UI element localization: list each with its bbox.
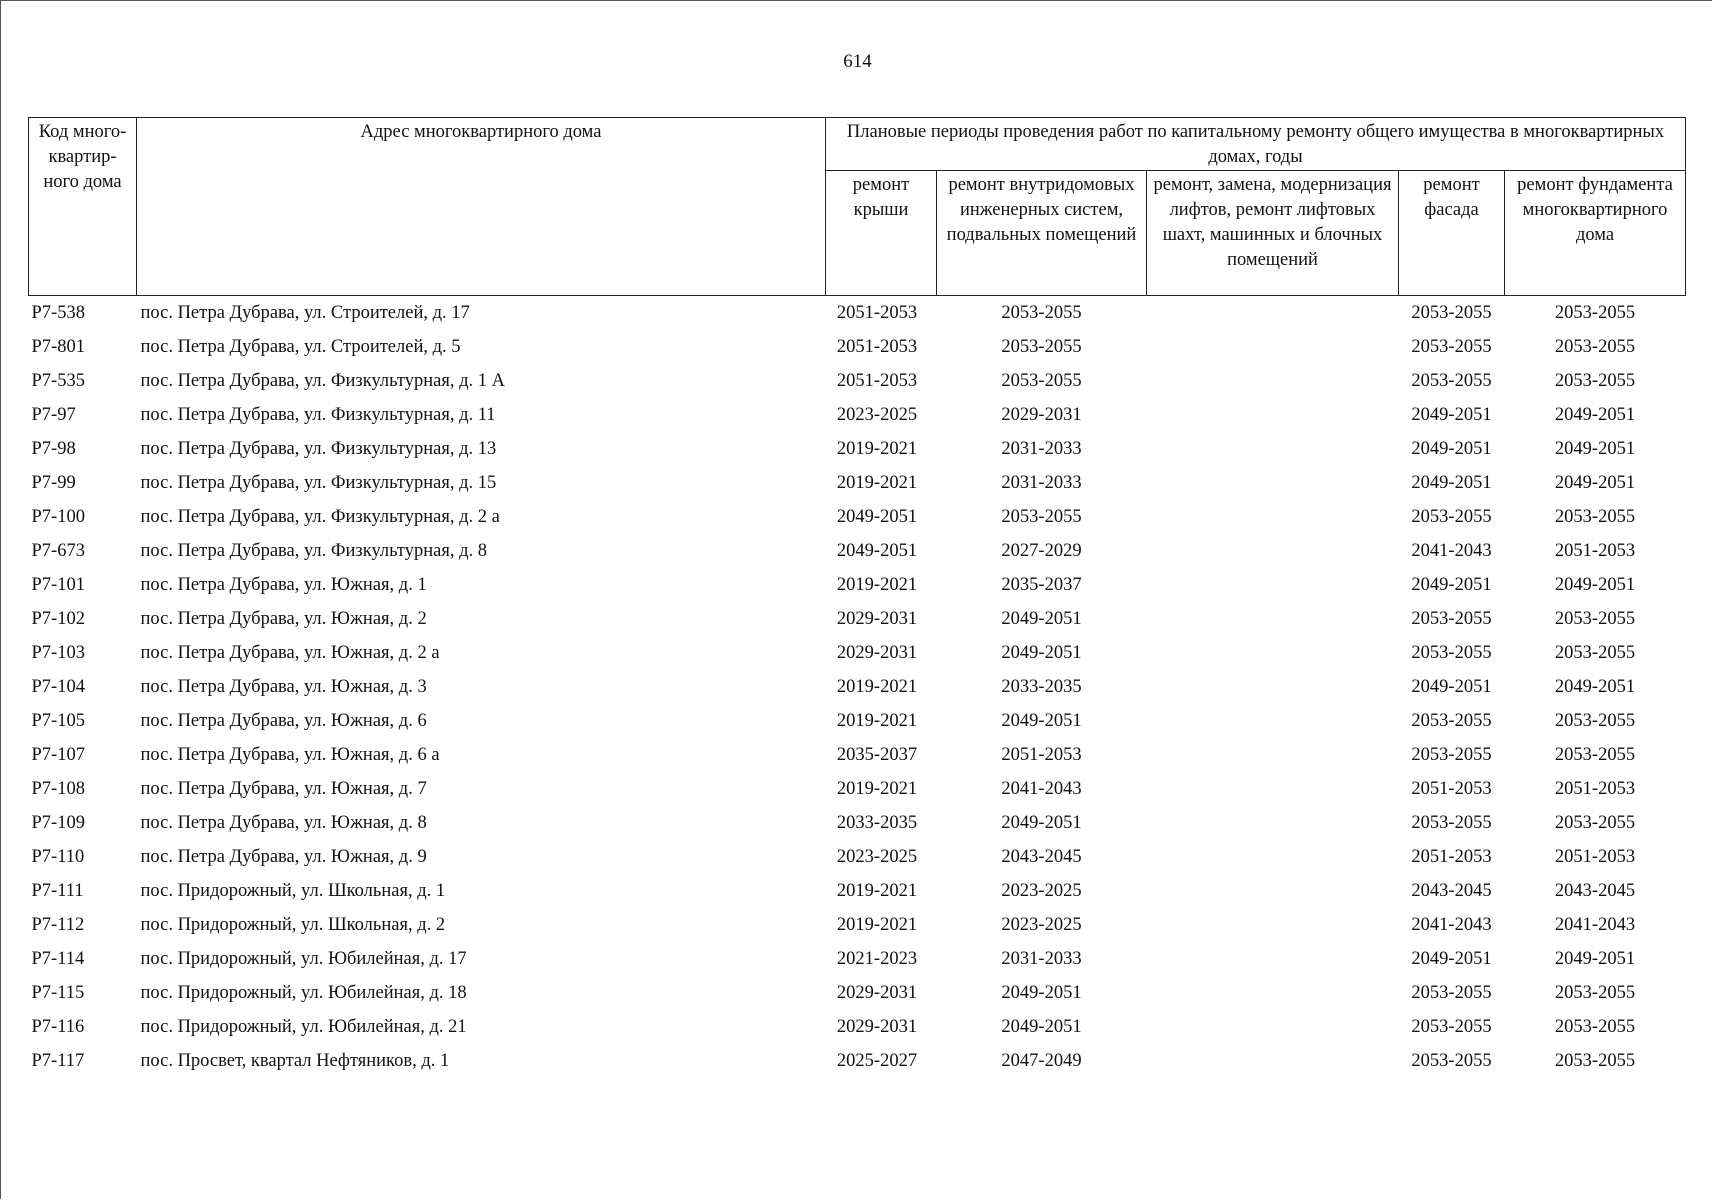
facade-repair-period-cell: 2049-2051 [1411, 574, 1492, 595]
roof-repair-period-cell: 2029-2031 [836, 642, 918, 663]
facade-repair-period-cell: 2049-2051 [1411, 472, 1492, 493]
address-cell: пос. Петра Дубрава, ул. Южная, д. 6 [140, 710, 427, 731]
engineering-repair-period-cell: 2053-2055 [1001, 506, 1082, 527]
table-row [29, 908, 1686, 942]
building-code-cell: Р7-109 [31, 812, 85, 833]
engineering-repair-period-cell: 2023-2025 [1001, 914, 1082, 935]
table-row [29, 1010, 1686, 1044]
foundation-repair-period-cell: 2041-2043 [1554, 914, 1636, 935]
building-code-cell: Р7-97 [31, 404, 76, 425]
foundation-repair-period-cell: 2043-2045 [1554, 880, 1636, 901]
lift-repair-period-cell [1147, 704, 1399, 738]
address-cell: пос. Петра Дубрава, ул. Южная, д. 9 [140, 846, 427, 867]
table-row [29, 330, 1686, 364]
foundation-repair-period-cell: 2051-2053 [1554, 540, 1636, 561]
table-row [29, 840, 1686, 874]
table-row [29, 364, 1686, 398]
facade-repair-period-cell: 2053-2055 [1411, 982, 1492, 1003]
building-code-cell: Р7-98 [31, 438, 76, 459]
table-row [29, 534, 1686, 568]
engineering-repair-period-cell: 2047-2049 [1001, 1050, 1082, 1071]
building-code-cell: Р7-102 [31, 608, 85, 629]
lift-repair-period-cell [1147, 636, 1399, 670]
address-cell: пос. Петра Дубрава, ул. Строителей, д. 5 [140, 336, 461, 357]
foundation-repair-period-cell: 2049-2051 [1554, 438, 1636, 459]
engineering-repair-period-cell: 2029-2031 [1001, 404, 1082, 425]
foundation-repair-period-cell: 2053-2055 [1554, 302, 1636, 323]
table-row [29, 942, 1686, 976]
facade-repair-period-cell: 2043-2045 [1411, 880, 1492, 901]
roof-repair-period-cell: 2023-2025 [836, 846, 918, 867]
table-row [29, 500, 1686, 534]
foundation-repair-period-cell: 2053-2055 [1554, 370, 1636, 391]
roof-repair-period-cell: 2019-2021 [836, 880, 918, 901]
roof-repair-period-cell: 2019-2021 [836, 472, 918, 493]
table-row [29, 296, 1686, 331]
table-row [29, 602, 1686, 636]
foundation-repair-period-cell: 2053-2055 [1554, 1050, 1636, 1071]
foundation-repair-period-cell: 2053-2055 [1554, 744, 1636, 765]
foundation-repair-period-cell: 2051-2053 [1554, 778, 1636, 799]
roof-repair-period-cell: 2029-2031 [836, 982, 918, 1003]
header-roof-repair: ремонт крыши [826, 171, 937, 296]
roof-repair-period-cell: 2029-2031 [836, 608, 918, 629]
facade-repair-period-cell: 2041-2043 [1411, 914, 1492, 935]
roof-repair-period-cell: 2051-2053 [836, 370, 918, 391]
header-facade-repair: ремонт фасада [1399, 171, 1505, 296]
roof-repair-period-cell: 2019-2021 [836, 778, 918, 799]
building-code-cell: Р7-110 [31, 846, 85, 867]
foundation-repair-period-cell: 2053-2055 [1554, 608, 1636, 629]
engineering-repair-period-cell: 2049-2051 [1001, 710, 1082, 731]
foundation-repair-period-cell: 2049-2051 [1554, 404, 1636, 425]
address-cell: пос. Петра Дубрава, ул. Физкультурная, д. 11 [140, 404, 496, 425]
header-foundation-repair: ремонт фундамента многоквартирного дома [1505, 171, 1686, 296]
facade-repair-period-cell: 2053-2055 [1411, 812, 1492, 833]
engineering-repair-period-cell: 2027-2029 [1001, 540, 1082, 561]
roof-repair-period-cell: 2051-2053 [836, 302, 918, 323]
engineering-repair-period-cell: 2053-2055 [1001, 336, 1082, 357]
table-row [29, 466, 1686, 500]
roof-repair-period-cell: 2051-2053 [836, 336, 918, 357]
table-row [29, 738, 1686, 772]
lift-repair-period-cell [1147, 500, 1399, 534]
engineering-repair-period-cell: 2049-2051 [1001, 1016, 1082, 1037]
building-code-cell: Р7-116 [31, 1016, 85, 1037]
building-code-cell: Р7-111 [31, 880, 84, 901]
facade-repair-period-cell: 2053-2055 [1411, 1050, 1492, 1071]
engineering-repair-period-cell: 2049-2051 [1001, 812, 1082, 833]
roof-repair-period-cell: 2019-2021 [836, 574, 918, 595]
building-code-cell: Р7-115 [31, 982, 85, 1003]
building-code-cell: Р7-117 [31, 1050, 85, 1071]
lift-repair-period-cell [1147, 602, 1399, 636]
table-row [29, 1044, 1686, 1078]
engineering-repair-period-cell: 2031-2033 [1001, 472, 1082, 493]
table-row [29, 806, 1686, 840]
header-engineering-repair: ремонт внутридомовых инженерных систем, подвальных помещений [937, 171, 1147, 296]
facade-repair-period-cell: 2053-2055 [1411, 710, 1492, 731]
lift-repair-period-cell [1147, 1010, 1399, 1044]
table-row [29, 636, 1686, 670]
table-row [29, 670, 1686, 704]
table-row [29, 704, 1686, 738]
facade-repair-period-cell: 2053-2055 [1411, 642, 1492, 663]
building-code-cell: Р7-108 [31, 778, 85, 799]
address-cell: пос. Петра Дубрава, ул. Физкультурная, д. 8 [140, 540, 487, 561]
table-body [29, 296, 1686, 1079]
facade-repair-period-cell: 2049-2051 [1411, 676, 1492, 697]
engineering-repair-period-cell: 2049-2051 [1001, 642, 1082, 663]
lift-repair-period-cell [1147, 1044, 1399, 1078]
facade-repair-period-cell: 2053-2055 [1411, 608, 1492, 629]
engineering-repair-period-cell: 2043-2045 [1001, 846, 1082, 867]
address-cell: пос. Петра Дубрава, ул. Южная, д. 8 [140, 812, 427, 833]
facade-repair-period-cell: 2041-2043 [1411, 540, 1492, 561]
address-cell: пос. Петра Дубрава, ул. Южная, д. 6 а [140, 744, 440, 765]
foundation-repair-period-cell: 2049-2051 [1554, 948, 1636, 969]
foundation-repair-period-cell: 2053-2055 [1554, 1016, 1636, 1037]
address-cell: пос. Придорожный, ул. Юбилейная, д. 17 [140, 948, 467, 969]
building-code-cell: Р7-112 [31, 914, 85, 935]
foundation-repair-period-cell: 2049-2051 [1554, 472, 1636, 493]
engineering-repair-period-cell: 2031-2033 [1001, 948, 1082, 969]
engineering-repair-period-cell: 2053-2055 [1001, 302, 1082, 323]
roof-repair-period-cell: 2049-2051 [836, 506, 918, 527]
facade-repair-period-cell: 2053-2055 [1411, 1016, 1492, 1037]
lift-repair-period-cell [1147, 806, 1399, 840]
address-cell: пос. Петра Дубрава, ул. Южная, д. 2 [140, 608, 427, 629]
table-row [29, 874, 1686, 908]
table-row [29, 772, 1686, 806]
address-cell: пос. Петра Дубрава, ул. Физкультурная, д. 1 А [140, 370, 505, 391]
address-cell: пос. Придорожный, ул. Юбилейная, д. 21 [140, 1016, 467, 1037]
lift-repair-period-cell [1147, 568, 1399, 602]
lift-repair-period-cell [1147, 738, 1399, 772]
foundation-repair-period-cell: 2053-2055 [1554, 812, 1636, 833]
address-cell: пос. Петра Дубрава, ул. Физкультурная, д. 15 [140, 472, 497, 493]
facade-repair-period-cell: 2053-2055 [1411, 302, 1492, 323]
engineering-repair-period-cell: 2033-2035 [1001, 676, 1082, 697]
foundation-repair-period-cell: 2053-2055 [1554, 506, 1636, 527]
page-number: 614 [843, 51, 872, 72]
table-header [29, 118, 1686, 296]
facade-repair-period-cell: 2049-2051 [1411, 438, 1492, 459]
lift-repair-period-cell [1147, 534, 1399, 568]
address-cell: пос. Придорожный, ул. Школьная, д. 1 [140, 880, 446, 901]
foundation-repair-period-cell: 2051-2053 [1554, 846, 1636, 867]
foundation-repair-period-cell: 2049-2051 [1554, 676, 1636, 697]
lift-repair-period-cell [1147, 296, 1399, 331]
facade-repair-period-cell: 2049-2051 [1411, 948, 1492, 969]
engineering-repair-period-cell: 2035-2037 [1001, 574, 1082, 595]
facade-repair-period-cell: 2053-2055 [1411, 370, 1492, 391]
lift-repair-period-cell [1147, 840, 1399, 874]
roof-repair-period-cell: 2033-2035 [836, 812, 918, 833]
building-code-cell: Р7-101 [31, 574, 85, 595]
lift-repair-period-cell [1147, 772, 1399, 806]
building-code-cell: Р7-99 [31, 472, 76, 493]
foundation-repair-period-cell: 2053-2055 [1554, 982, 1636, 1003]
address-cell: пос. Придорожный, ул. Школьная, д. 2 [140, 914, 446, 935]
lift-repair-period-cell [1147, 466, 1399, 500]
building-code-cell: Р7-114 [31, 948, 85, 969]
building-code-cell: Р7-107 [31, 744, 85, 765]
facade-repair-period-cell: 2053-2055 [1411, 506, 1492, 527]
building-code-cell: Р7-100 [31, 506, 85, 527]
roof-repair-period-cell: 2021-2023 [836, 948, 918, 969]
building-code-cell: Р7-535 [31, 370, 85, 391]
address-cell: пос. Петра Дубрава, ул. Южная, д. 7 [140, 778, 427, 799]
lift-repair-period-cell [1147, 330, 1399, 364]
lift-repair-period-cell [1147, 908, 1399, 942]
engineering-repair-period-cell: 2049-2051 [1001, 982, 1082, 1003]
address-cell: пос. Петра Дубрава, ул. Южная, д. 2 а [140, 642, 440, 663]
table-row [29, 432, 1686, 466]
foundation-repair-period-cell: 2053-2055 [1554, 336, 1636, 357]
facade-repair-period-cell: 2053-2055 [1411, 336, 1492, 357]
lift-repair-period-cell [1147, 976, 1399, 1010]
facade-repair-period-cell: 2049-2051 [1411, 404, 1492, 425]
roof-repair-period-cell: 2019-2021 [836, 914, 918, 935]
lift-repair-period-cell [1147, 432, 1399, 466]
table-row [29, 568, 1686, 602]
address-cell: пос. Петра Дубрава, ул. Физкультурная, д. 13 [140, 438, 497, 459]
roof-repair-period-cell: 2029-2031 [836, 1016, 918, 1037]
engineering-repair-period-cell: 2051-2053 [1001, 744, 1082, 765]
roof-repair-period-cell: 2019-2021 [836, 438, 918, 459]
building-code-cell: Р7-538 [31, 302, 85, 323]
roof-repair-period-cell: 2049-2051 [836, 540, 918, 561]
header-building-code: Код много-квартир-ного дома [29, 118, 137, 296]
foundation-repair-period-cell: 2049-2051 [1554, 574, 1636, 595]
foundation-repair-period-cell: 2053-2055 [1554, 642, 1636, 663]
facade-repair-period-cell: 2051-2053 [1411, 778, 1492, 799]
roof-repair-period-cell: 2019-2021 [836, 676, 918, 697]
lift-repair-period-cell [1147, 398, 1399, 432]
table-row [29, 398, 1686, 432]
engineering-repair-period-cell: 2023-2025 [1001, 880, 1082, 901]
facade-repair-period-cell: 2051-2053 [1411, 846, 1492, 867]
lift-repair-period-cell [1147, 364, 1399, 398]
building-code-cell: Р7-673 [31, 540, 85, 561]
header-planned-periods: Плановые периоды проведения работ по капитальному ремонту общего имущества в многоквартирных домах, годы [826, 118, 1686, 171]
roof-repair-period-cell: 2023-2025 [836, 404, 918, 425]
table-row [29, 976, 1686, 1010]
lift-repair-period-cell [1147, 942, 1399, 976]
header-row-top [29, 118, 1686, 171]
engineering-repair-period-cell: 2031-2033 [1001, 438, 1082, 459]
address-cell: пос. Петра Дубрава, ул. Строителей, д. 17 [140, 302, 470, 323]
engineering-repair-period-cell: 2041-2043 [1001, 778, 1082, 799]
roof-repair-period-cell: 2035-2037 [836, 744, 918, 765]
address-cell: пос. Петра Дубрава, ул. Физкультурная, д. 2 а [140, 506, 500, 527]
building-code-cell: Р7-103 [31, 642, 85, 663]
address-cell: пос. Придорожный, ул. Юбилейная, д. 18 [140, 982, 467, 1003]
engineering-repair-period-cell: 2049-2051 [1001, 608, 1082, 629]
facade-repair-period-cell: 2053-2055 [1411, 744, 1492, 765]
foundation-repair-period-cell: 2053-2055 [1554, 710, 1636, 731]
roof-repair-period-cell: 2019-2021 [836, 710, 918, 731]
engineering-repair-period-cell: 2053-2055 [1001, 370, 1082, 391]
building-code-cell: Р7-104 [31, 676, 85, 697]
building-code-cell: Р7-801 [31, 336, 85, 357]
lift-repair-period-cell [1147, 670, 1399, 704]
capital-repair-plan-table [28, 117, 1686, 1078]
address-cell: пос. Петра Дубрава, ул. Южная, д. 1 [140, 574, 427, 595]
roof-repair-period-cell: 2025-2027 [836, 1050, 918, 1071]
header-address: Адрес многоквартирного дома [137, 118, 826, 296]
lift-repair-period-cell [1147, 874, 1399, 908]
address-cell: пос. Петра Дубрава, ул. Южная, д. 3 [140, 676, 427, 697]
header-lift-repair: ремонт, замена, модернизация лифтов, ремонт лифтовых шахт, машинных и блочных помещений [1147, 171, 1399, 296]
building-code-cell: Р7-105 [31, 710, 85, 731]
address-cell: пос. Просвет, квартал Нефтяников, д. 1 [140, 1050, 450, 1071]
